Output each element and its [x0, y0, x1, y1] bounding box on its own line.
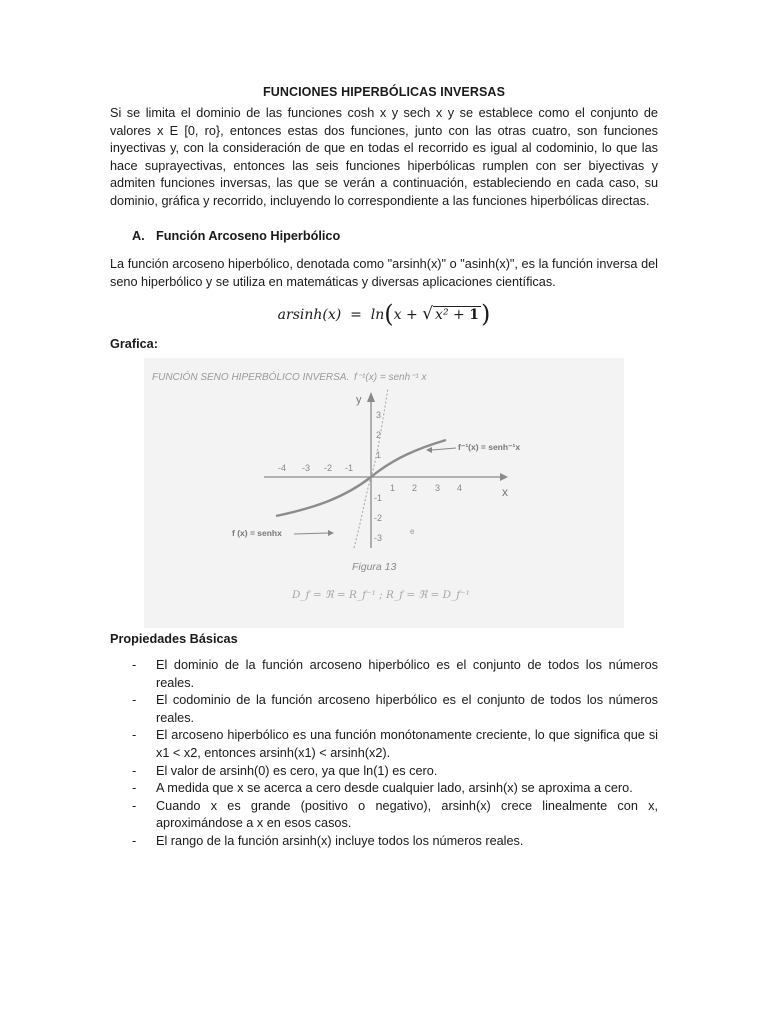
bullet: -	[132, 728, 137, 743]
list-item	[110, 657, 658, 692]
arsinh-curve	[276, 440, 446, 516]
graph-label: Grafica:	[110, 337, 158, 351]
x-tick-label: -4	[278, 463, 287, 473]
formula-x: x	[393, 307, 402, 323]
formula-lhs: arsinh(x)	[277, 307, 342, 323]
x-tick-label: 2	[412, 483, 418, 493]
y-axis-arrow	[367, 392, 375, 402]
list-item	[110, 727, 658, 762]
y-tick-label: -3	[374, 533, 383, 543]
stray-mark: e	[410, 527, 415, 536]
inverse-arrowhead	[426, 447, 432, 453]
figure-graph	[144, 358, 624, 628]
formula-radicand	[433, 306, 481, 323]
bullet: -	[132, 763, 137, 778]
list-item-text: Cuando x es grande (positivo o negativo), arsinh(x) crece linealmente con x, aproximándose a x en esos casos.	[156, 798, 658, 831]
list-item	[110, 692, 658, 727]
bullet: -	[132, 798, 137, 813]
formula-equals: =	[350, 307, 362, 323]
section-marker: A.	[132, 229, 145, 243]
y-tick-label: -1	[374, 493, 383, 503]
list-item-text: El codominio de la función arcoseno hiperbólico es el conjunto de todos los números reales.	[156, 693, 658, 725]
x-tick-label: 1	[390, 483, 396, 493]
definition-paragraph: La función arcoseno hiperbólico, denotada como "arsinh(x)" o "asinh(x)", es la función inversa del seno hiperbólico y se utiliza en matemáticas y diversas aplicaciones científicas.	[110, 257, 658, 289]
direct-arrowhead	[328, 530, 334, 536]
y-tick-label: 3	[376, 410, 382, 420]
list-item-text: El dominio de la función arcoseno hiperbólico es el conjunto de todos los números reales.	[156, 658, 658, 690]
figure-header-formula: f⁻¹(x) = senh⁻¹ x	[354, 372, 427, 383]
y-tick-label: 2	[376, 430, 382, 440]
y-axis-label: y	[356, 394, 362, 406]
section-title: Función Arcoseno Hiperbólico	[156, 229, 341, 243]
bullet: -	[132, 781, 137, 796]
properties-list	[110, 657, 658, 851]
y-tick-label: 1	[376, 450, 382, 460]
list-item-text: El arcoseno hiperbólico es una función monótonamente creciente, lo que significa que si x1 < x2, entonces arsinh(x1) < arsinh(x2).	[156, 728, 658, 760]
bullet: -	[132, 693, 137, 708]
x-tick-label: 4	[457, 483, 463, 493]
formula-ln: ln	[370, 307, 385, 323]
arsinh-figure	[144, 358, 624, 628]
list-item-text: El rango de la función arsinh(x) incluye todos los números reales.	[156, 833, 524, 848]
sqrt-symbol: √	[422, 304, 434, 324]
properties-heading: Propiedades Básicas	[110, 632, 238, 646]
x-axis-label: x	[502, 485, 508, 499]
formula-plus: +	[406, 307, 418, 323]
arsinh-formula	[0, 300, 768, 328]
page-title: FUNCIONES HIPERBÓLICAS INVERSAS	[262, 85, 506, 99]
domain-range-formula: D_f = ℜ = R_f⁻¹ ; R_f = ℜ = D_f⁻¹	[292, 589, 470, 601]
list-item	[110, 833, 658, 851]
list-item	[110, 798, 658, 833]
radicand-one: 1	[469, 307, 479, 323]
bullet: -	[132, 658, 137, 672]
x-tick-label: 3	[435, 483, 441, 493]
formula-close-paren: )	[480, 300, 491, 328]
x-tick-label: -2	[324, 463, 333, 473]
x-tick-label: -3	[302, 463, 311, 473]
list-item-text: A medida que x se acerca a cero desde cualquier lado, arsinh(x) se aproxima a cero.	[156, 781, 633, 796]
y-tick-label: -2	[374, 513, 383, 523]
x-axis-arrow	[500, 473, 508, 481]
inverse-arrow	[432, 448, 456, 450]
figure-caption: Figura 13	[352, 561, 397, 573]
list-item	[110, 780, 658, 798]
list-item-text: El valor de arsinh(0) es cero, ya que ln(1) es cero.	[156, 763, 438, 778]
x-tick-label: -1	[345, 463, 354, 473]
intro-paragraph: Si se limita el dominio de las funciones cosh x y sech x y se establece como el conjunto de valores x E [0, ro}, entonces estas dos funciones, junto con las otras cuatro, son funciones inyectivas y, con la consideración de que en todas el recorrido es igual al codominio, lo que las hace suprayectivas, entonces las seis funciones hiperbólicas rumplen con ser biyectivas y admiten funciones inversas, las que se verán a continuación, estableciendo en cada caso, su dominio, gráfica y recorrido, incluyendo lo correspondiente a las funciones hiperbólicas directas.	[110, 106, 658, 208]
figure-header: FUNCIÓN SENO HIPERBÓLICO INVERSA.	[152, 372, 350, 383]
inverse-label: f⁻¹(x) = senh⁻¹x	[458, 442, 521, 452]
direct-label: f (x) = senhx	[232, 528, 282, 538]
bullet: -	[132, 833, 137, 848]
direct-arrow	[294, 533, 328, 534]
list-item	[110, 763, 658, 781]
formula-open-paren: (	[384, 300, 394, 328]
radicand-terms: x² +	[435, 307, 470, 323]
